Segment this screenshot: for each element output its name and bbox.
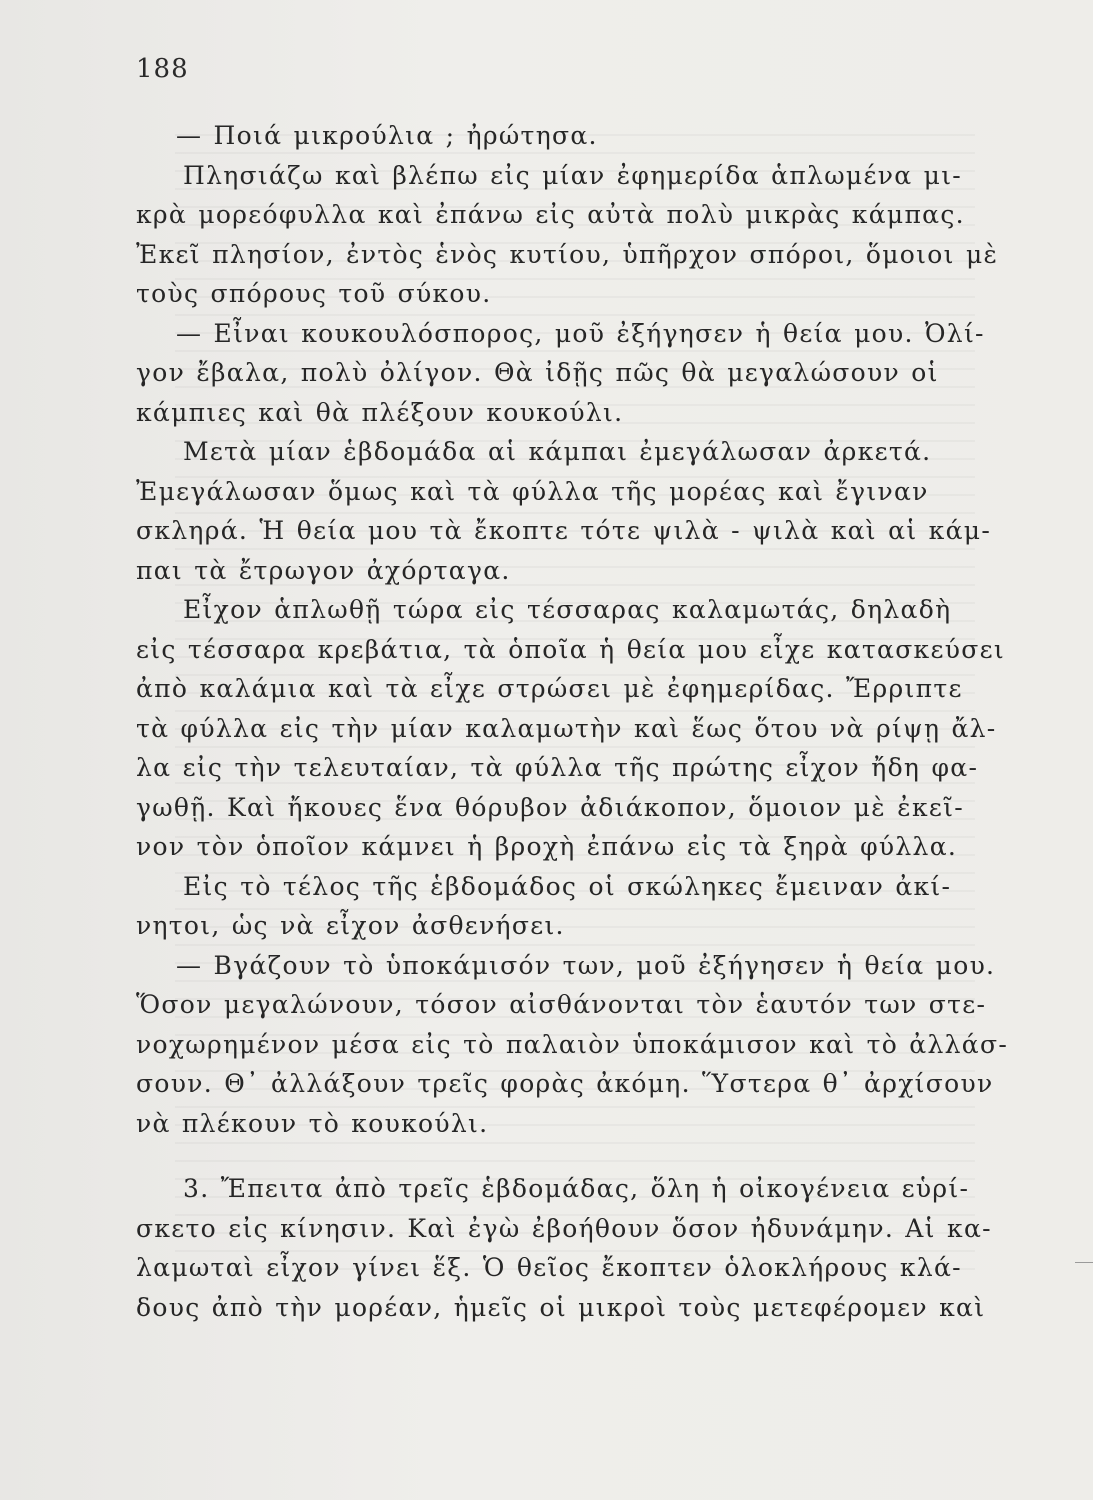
text-line: τοὺς σπόρους τοῦ σύκου. — [136, 279, 492, 308]
text-line: σκετο εἰς κίνησιν. Καὶ ἐγὼ ἐβοήθουν ὅσον ἠδυνάμην. Αἱ κα- — [136, 1213, 992, 1243]
text-line: νοχωρημένον μέσα εἰς τὸ παλαιὸν ὑποκάμισον καὶ τὸ ἀλλάσ- — [136, 1029, 1009, 1059]
text-line: — Βγάζουν τὸ ὑποκάμισόν των, μοῦ ἐξήγησεν ἡ θεία μου. — [176, 950, 996, 980]
text-line: σκληρά. Ἡ θεία μου τὰ ἔκοπτε τότε ψιλὰ - ψιλὰ καὶ αἱ κάμ- — [136, 516, 992, 545]
text-line: νον τὸν ὁποῖον κάμνει ἡ βροχὴ ἐπάνω εἰς τὰ ξηρὰ φύλλα. — [136, 832, 958, 861]
text-line: — Ποιά μικρούλια ; ἠρώτησα. — [176, 121, 598, 150]
text-line: δους ἀπὸ τὴν μορέαν, ἡμεῖς οἱ μικροὶ τοὺς μετεφέρομεν καὶ — [136, 1292, 986, 1322]
text-line: Ὅσον μεγαλώνουν, τόσον αἰσθάνονται τὸν ἑαυτόν των στε- — [136, 990, 987, 1019]
text-line: λαμωταὶ εἶχον γίνει ἕξ. Ὁ θεῖος ἔκοπτεν ὁλοκλήρους κλά- — [136, 1253, 962, 1282]
body-text — [136, 116, 1009, 1327]
text-line: εἰς τέσσαρα κρεβάτια, τὰ ὁποῖα ἡ θεία μου εἶχε κατασκεύσει — [136, 634, 1005, 664]
text-line: κρὰ μορεόφυλλα καὶ ἐπάνω εἰς αὐτὰ πολὺ μικρὰς κάμπας. — [136, 200, 965, 229]
text-line: παι τὰ ἔτρωγον ἀχόρταγα. — [136, 555, 511, 585]
text-line: ἀπὸ καλάμια καὶ τὰ εἶχε στρώσει μὲ ἐφημερίδας. Ἔρριπτε — [136, 674, 963, 703]
text-line: Εἰς τὸ τέλος τῆς ἑβδομάδος οἱ σκώληκες ἔμειναν ἀκί- — [183, 871, 952, 901]
text-line: τὰ φύλλα εἰς τὴν μίαν καλαμωτὴν καὶ ἕως ὅτου νὰ ρίψῃ ἄλ- — [136, 713, 997, 743]
text-line: Ἐμεγάλωσαν ὅμως καὶ τὰ φύλλα τῆς μορέας καὶ ἔγιναν — [136, 476, 929, 506]
text-line: γωθῇ. Καὶ ἤκουες ἕνα θόρυβον ἀδιάκοπον, ὅμοιον μὲ ἐκεῖ- — [136, 792, 964, 822]
section-gap — [136, 1143, 996, 1169]
text-line: λα εἰς τὴν τελευταίαν, τὰ φύλλα τῆς πρώτης εἶχον ἤδη φα- — [136, 753, 979, 782]
text-line: νὰ πλέκουν τὸ κουκούλι. — [136, 1108, 489, 1138]
text-line: 3. Ἔπειτα ἀπὸ τρεῖς ἑβδομάδας, ὅλη ἡ οἰκογένεια εὑρί- — [183, 1174, 970, 1203]
text-line: Ἐκεῖ πλησίον, ἐντὸς ἑνὸς κυτίου, ὑπῆρχον σπόροι, ὅμοιοι μὲ — [136, 239, 999, 269]
text-line: νητοι, ὡς νὰ εἶχον ἀσθενήσει. — [136, 911, 565, 940]
text-line: Εἶχον ἁπλωθῇ τώρα εἰς τέσσαρας καλαμωτάς, δηλαδὴ — [183, 595, 952, 624]
page-edge-mark — [1075, 1262, 1093, 1263]
text-line: — Εἶναι κουκουλόσπορος, μοῦ ἐξήγησεν ἡ θεία μου. Ὀλί- — [176, 318, 985, 348]
text-line: γον ἔβαλα, πολὺ ὀλίγον. Θὰ ἰδῇς πῶς θὰ μεγαλώσουν οἱ — [136, 358, 939, 387]
page-number: 188 — [136, 54, 189, 84]
text-line: Πλησιάζω καὶ βλέπω εἰς μίαν ἐφημερίδα ἁπλωμένα μι- — [183, 160, 963, 190]
text-line: Μετὰ μίαν ἑβδομάδα αἱ κάμπαι ἐμεγάλωσαν ἀρκετά. — [183, 437, 932, 466]
text-line: κάμπιες καὶ θὰ πλέξουν κουκούλι. — [136, 397, 624, 427]
text-line: σουν. Θ᾽ ἀλλάξουν τρεῖς φορὰς ἀκόμη. Ὕστερα θ᾽ ἀρχίσουν — [136, 1069, 994, 1098]
